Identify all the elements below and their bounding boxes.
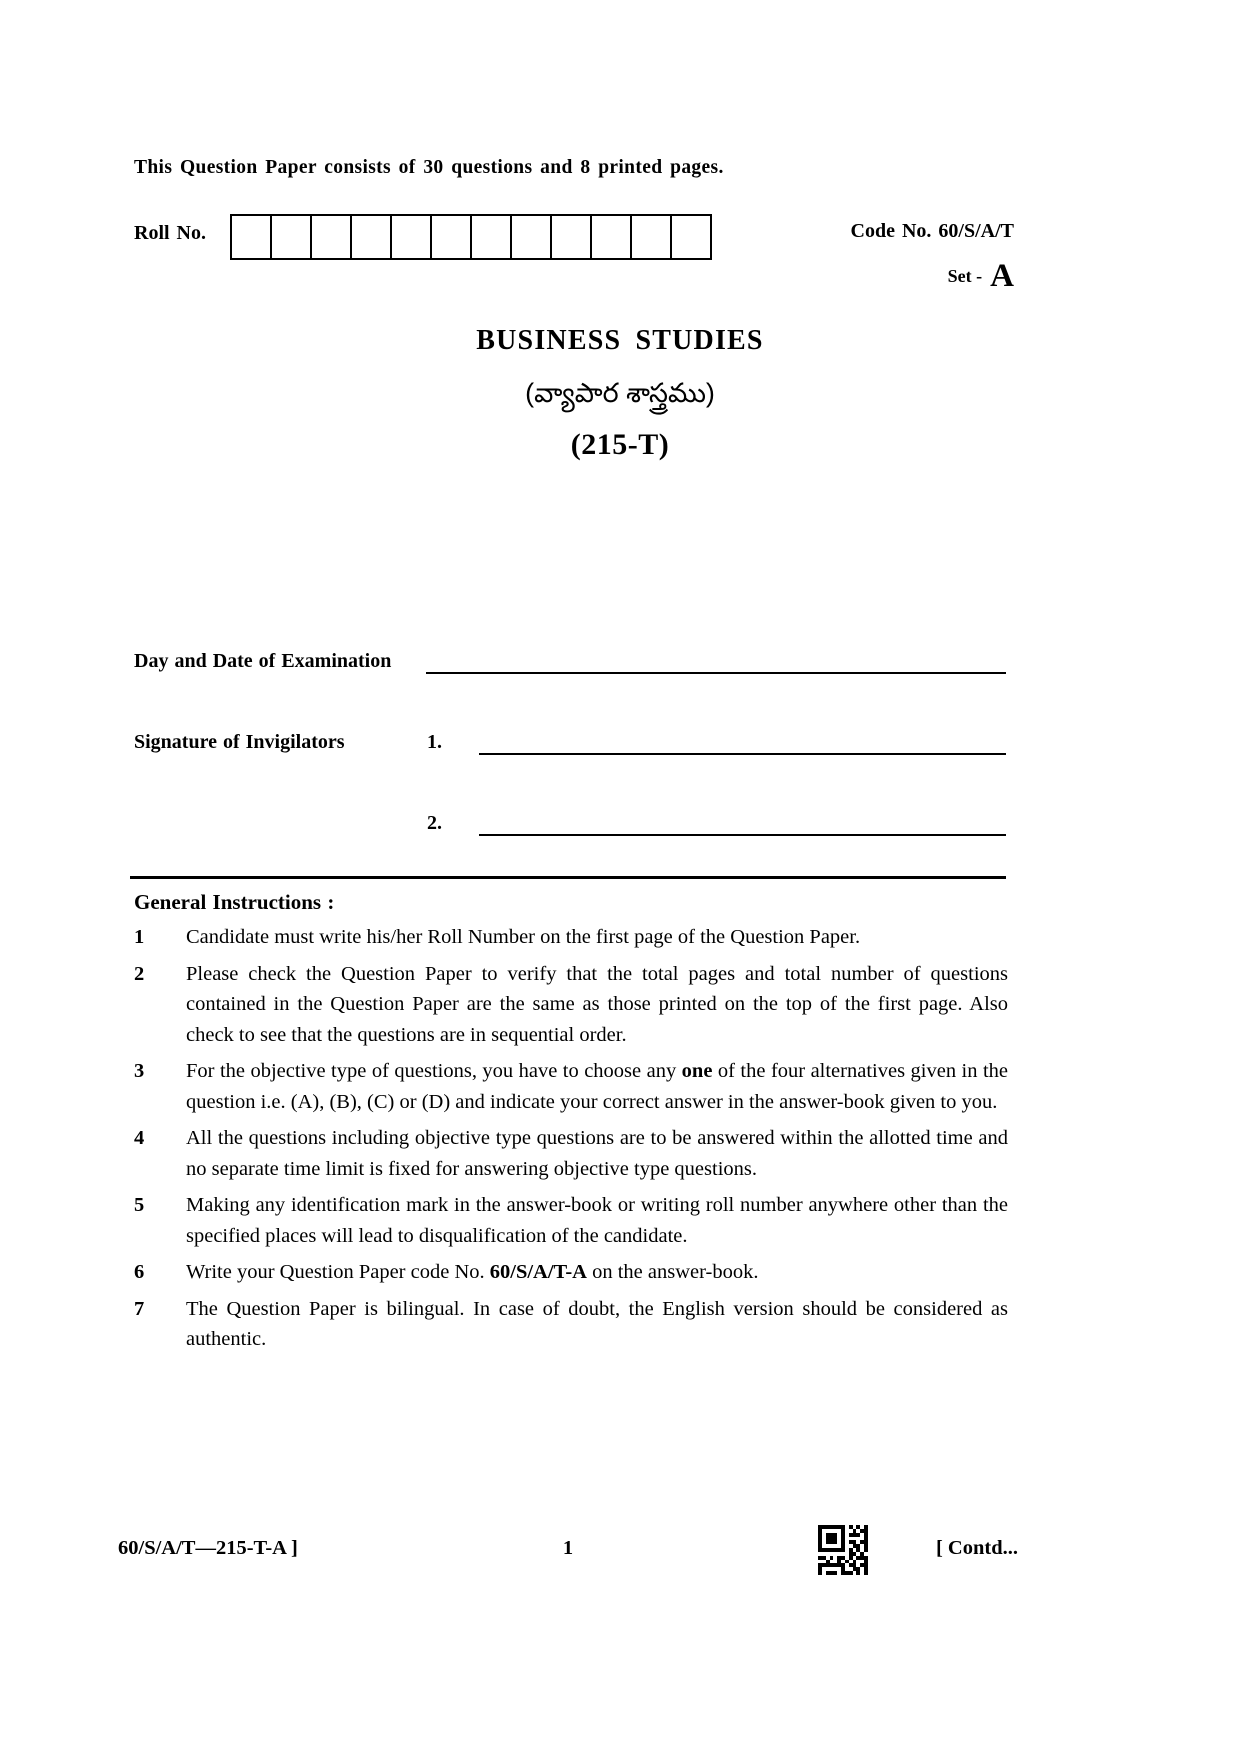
- roll-number-input[interactable]: [230, 214, 712, 260]
- day-date-label: Day and Date of Examination: [134, 650, 392, 672]
- roll-number-cell[interactable]: [232, 216, 272, 258]
- roll-number-cell[interactable]: [392, 216, 432, 258]
- set-value: A: [990, 258, 1014, 294]
- instruction-item: [134, 1294, 1008, 1355]
- roll-number-cell[interactable]: [552, 216, 592, 258]
- roll-number-cell[interactable]: [312, 216, 352, 258]
- footer-page-number: 1: [562, 1537, 574, 1559]
- roll-number-label: Roll No.: [134, 222, 206, 244]
- instruction-item: [134, 1257, 1008, 1288]
- roll-number-cell[interactable]: [272, 216, 312, 258]
- page-count-notice: This Question Paper consists of 30 questions and 8 printed pages.: [134, 157, 724, 178]
- signature-1-number: 1.: [427, 731, 442, 753]
- footer-contd-label: [ Contd...: [935, 1537, 1018, 1559]
- roll-number-cell[interactable]: [472, 216, 512, 258]
- instruction-emphasis: one: [681, 1060, 713, 1082]
- general-instructions-heading: General Instructions :: [134, 890, 335, 914]
- roll-number-cell[interactable]: [632, 216, 672, 258]
- instruction-number: 4: [134, 1127, 145, 1149]
- instruction-text: For the objective type of questions, you have to choose any one of the four alternatives given in the question i.e. (A), (B), (C) or (D) and indicate your correct answer in the answer-book given to you.: [186, 1060, 1008, 1113]
- instruction-text: Making any identification mark in the answer-book or writing roll number anywhere other than the specified places will lead to disqualification of the candidate.: [186, 1194, 1008, 1247]
- day-date-row: [134, 650, 1006, 680]
- subject-title-telugu: (వ్యాపార శాస్త్రము): [525, 378, 715, 408]
- instruction-number: 6: [134, 1261, 145, 1283]
- instruction-number: 5: [134, 1194, 145, 1216]
- roll-number-cell[interactable]: [592, 216, 632, 258]
- instruction-item: [134, 1123, 1008, 1184]
- general-instructions-list: [134, 922, 1008, 1361]
- signature-label: Signature of Invigilators: [134, 731, 345, 753]
- signature-row-1: [134, 731, 1006, 761]
- footer-paper-code: 60/S/A/T—215-T-A ]: [118, 1537, 298, 1559]
- roll-number-cell[interactable]: [672, 216, 712, 258]
- instruction-number: 1: [134, 926, 145, 948]
- signature-1-input-line[interactable]: [479, 753, 1006, 755]
- instruction-text: Please check the Question Paper to verify that the total pages and total number of questions contained in the Question Paper are the same as those printed on the top of the first page. Also check to see that the questions are in sequential order.: [186, 962, 1008, 1046]
- signature-row-2: [134, 812, 1006, 842]
- roll-number-cell[interactable]: [432, 216, 472, 258]
- paper-code-title: (215-T): [570, 428, 670, 461]
- signature-2-number: 2.: [427, 812, 442, 834]
- instruction-number: 2: [134, 962, 145, 985]
- instruction-emphasis: 60/S/A/T-A: [489, 1261, 587, 1283]
- set-line: [134, 258, 1014, 295]
- instruction-text: The Question Paper is bilingual. In case of doubt, the English version should be considered as authentic.: [186, 1297, 1008, 1350]
- instruction-number: 3: [134, 1060, 145, 1082]
- day-date-input-line[interactable]: [426, 672, 1006, 674]
- subject-title: BUSINESS STUDIES: [476, 325, 764, 356]
- roll-number-cell[interactable]: [512, 216, 552, 258]
- instruction-text: Candidate must write his/her Roll Number on the first page of the Question Paper.: [186, 926, 861, 948]
- page-footer: [118, 1525, 1018, 1585]
- roll-number-cell[interactable]: [352, 216, 392, 258]
- instruction-item: [134, 1056, 1008, 1117]
- instruction-item: [134, 1190, 1008, 1251]
- instruction-item: [134, 959, 1008, 1051]
- signature-2-input-line[interactable]: [479, 834, 1006, 836]
- instruction-item: [134, 922, 1008, 953]
- code-number-label: Code No. 60/S/A/T: [850, 220, 1014, 242]
- qr-code: [818, 1525, 868, 1575]
- set-label: Set -: [947, 266, 983, 286]
- instruction-text: Write your Question Paper code No. 60/S/A/T-A on the answer-book.: [186, 1261, 759, 1283]
- instruction-text: All the questions including objective type questions are to be answered within the allotted time and no separate time limit is fixed for answering objective type questions.: [186, 1127, 1008, 1180]
- section-divider: [130, 876, 1006, 879]
- instruction-number: 7: [134, 1297, 145, 1320]
